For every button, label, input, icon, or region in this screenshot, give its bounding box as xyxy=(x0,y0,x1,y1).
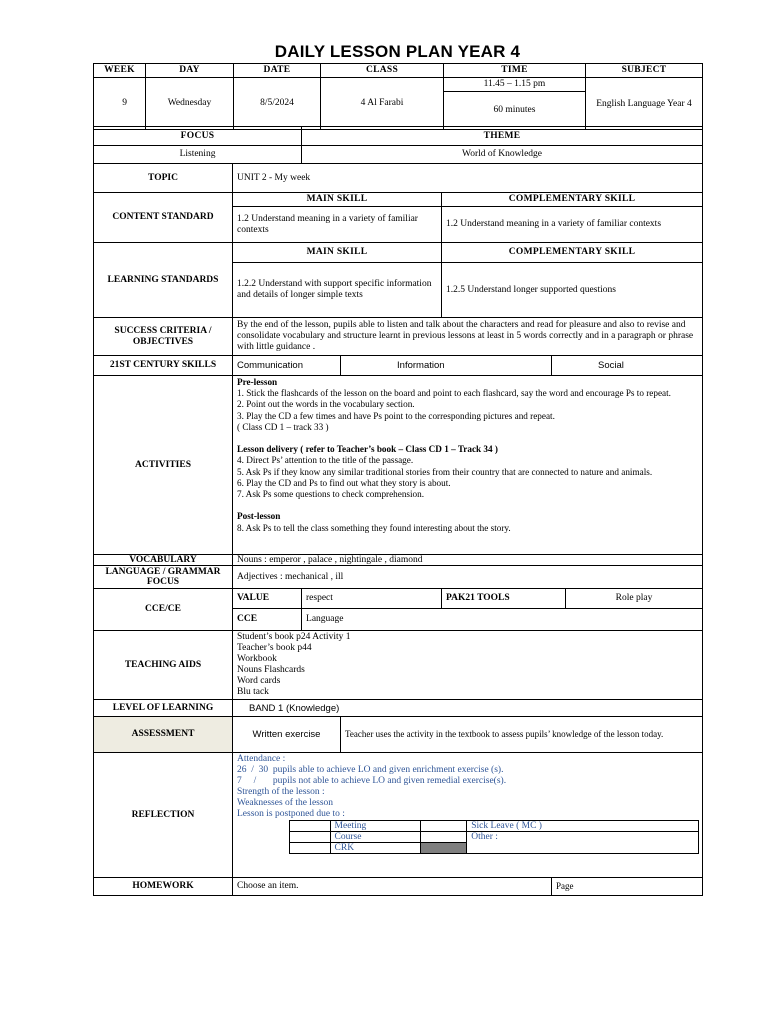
post-lesson-heading: Post-lesson xyxy=(237,511,281,522)
assessment-method: Written exercise xyxy=(233,717,341,753)
theme-value: World of Knowledge xyxy=(302,146,703,164)
grammar-label: LANGUAGE / GRAMMAR FOCUS xyxy=(94,566,233,589)
teaching-aid-item: Workbook xyxy=(237,654,277,664)
time-header: TIME xyxy=(444,64,586,78)
other-option: Other : xyxy=(467,832,699,854)
meeting-option: Meeting xyxy=(330,821,420,832)
activity-step-8: 8. Ask Ps to tell the class something they found interesting about the story. xyxy=(237,522,511,533)
focus-value: Listening xyxy=(94,146,302,164)
learning-standards-main: 1.2.2 Understand with support specific information and details of longer simple texts xyxy=(233,263,442,318)
reflection-content xyxy=(233,753,703,878)
strength-line: Strength of the lesson : xyxy=(237,787,325,797)
theme-label: THEME xyxy=(302,127,703,146)
assessment-note: Teacher uses the activity in the textbook to assess pupils’ knowledge of the lesson today. xyxy=(341,717,703,753)
content-standard-complementary: 1.2 Understand meaning in a variety of familiar contexts xyxy=(442,207,703,243)
teaching-aids-label: TEACHING AIDS xyxy=(94,631,233,700)
week-header: WEEK xyxy=(94,64,146,78)
cce-ce-label: CCE/CE xyxy=(94,589,233,631)
subject-header: SUBJECT xyxy=(586,64,703,78)
sick-leave-checkbox[interactable] xyxy=(420,821,466,832)
crk-checkbox[interactable] xyxy=(290,843,331,854)
teaching-aids-list xyxy=(233,631,703,700)
homework-value[interactable]: Choose an item. xyxy=(233,878,552,896)
weakness-line: Weaknesses of the lesson xyxy=(237,798,334,808)
attendance-line: Attendance : xyxy=(237,754,286,764)
duration-value: 60 minutes xyxy=(444,92,586,130)
skill-social: Social xyxy=(552,356,703,376)
sick-leave-option: Sick Leave ( MC ) xyxy=(467,821,699,832)
level-value: BAND 1 (Knowledge) xyxy=(233,700,703,717)
learning-standards-complementary: 1.2.5 Understand longer supported questions xyxy=(442,263,703,318)
other-checkbox[interactable] xyxy=(420,832,466,843)
success-criteria-label: SUCCESS CRITERIA / OBJECTIVES xyxy=(94,318,233,356)
vocabulary-value: Nouns : emperor , palace , nightingale , diamond xyxy=(233,555,703,566)
meeting-checkbox[interactable] xyxy=(290,821,331,832)
activity-step-4: 4. Direct Ps’ attention to the title of the passage. xyxy=(237,455,414,466)
activity-step-1: 1. Stick the flashcards of the lesson on the board and point to each flashcard, say the word and encourage Ps to repeat. xyxy=(237,388,671,399)
activities-label: ACTIVITIES xyxy=(94,376,233,555)
remedial-line: 7 / pupils not able to achieve LO and given remedial exercise(s). xyxy=(237,776,507,786)
class-value: 4 Al Farabi xyxy=(321,78,444,130)
century-skills-label: 21ST CENTURY SKILLS xyxy=(94,356,233,376)
level-label: LEVEL OF LEARNING xyxy=(94,700,233,717)
complementary-skill-header-2: COMPLEMENTARY SKILL xyxy=(442,243,703,263)
assessment-label: ASSESSMENT xyxy=(94,717,233,753)
cce-sub-value: Language xyxy=(302,609,703,631)
course-option: Course xyxy=(330,832,420,843)
value-label: VALUE xyxy=(233,589,302,609)
reflection-label: REFLECTION xyxy=(94,753,233,878)
pak21-value: Role play xyxy=(566,589,703,609)
value-value: respect xyxy=(302,589,442,609)
content-standard-main: 1.2 Understand meaning in a variety of familiar contexts xyxy=(233,207,442,243)
pre-lesson-heading: Pre-lesson xyxy=(237,377,278,387)
pak21-label: PAK21 TOOLS xyxy=(442,589,566,609)
activity-step-7: 7. Ask Ps some questions to check comprehension. xyxy=(237,489,425,500)
week-value: 9 xyxy=(94,78,146,130)
complementary-skill-header: COMPLEMENTARY SKILL xyxy=(442,193,703,207)
cce-sub-label: CCE xyxy=(233,609,302,631)
learning-standards-label: LEARNING STANDARDS xyxy=(94,243,233,318)
day-header: DAY xyxy=(146,64,234,78)
time-value: 11.45 – 1.15 pm xyxy=(444,78,586,92)
page-label: Page xyxy=(552,878,703,896)
homework-label: HOMEWORK xyxy=(94,878,233,896)
postponed-line: Lesson is postponed due to : xyxy=(237,809,345,819)
grammar-value: Adjectives : mechanical , ill xyxy=(233,566,703,589)
skill-communication: Communication xyxy=(233,356,341,376)
teaching-aid-item: Blu tack xyxy=(237,687,269,697)
date-header: DATE xyxy=(234,64,321,78)
main-skill-header: MAIN SKILL xyxy=(233,193,442,207)
activities-content xyxy=(233,376,703,555)
topic-label: TOPIC xyxy=(94,164,233,193)
teaching-aid-item: Nouns Flashcards xyxy=(237,665,305,675)
course-checkbox[interactable] xyxy=(290,832,331,843)
topic-value: UNIT 2 - My week xyxy=(233,164,703,193)
header-table xyxy=(93,63,703,130)
lesson-plan-table xyxy=(93,126,703,896)
postponed-options xyxy=(289,820,699,854)
date-value: 8/5/2024 xyxy=(234,78,321,130)
lesson-delivery-heading: Lesson delivery ( refer to Teacher’s book – Class CD 1 – Track 34 ) xyxy=(237,444,498,455)
activity-step-6: 6. Play the CD and Ps to find out what they story is about. xyxy=(237,477,451,488)
activity-step-5: 5. Ask Ps if they know any similar traditional stories from their country that are connected to nature and animals. xyxy=(237,466,653,477)
skill-information: Information xyxy=(341,356,552,376)
focus-label: FOCUS xyxy=(94,127,302,146)
achievement-line: 26 / 30 pupils able to achieve LO and given enrichment exercise (s). xyxy=(237,765,504,775)
subject-value: English Language Year 4 xyxy=(586,78,703,130)
day-value: Wednesday xyxy=(146,78,234,130)
main-skill-header-2: MAIN SKILL xyxy=(233,243,442,263)
class-header: CLASS xyxy=(321,64,444,78)
shaded-cell xyxy=(420,843,466,854)
teaching-aid-item: Word cards xyxy=(237,676,281,686)
page-title: DAILY LESSON PLAN YEAR 4 xyxy=(274,42,521,61)
content-standard-label: CONTENT STANDARD xyxy=(94,193,233,243)
crk-option: CRK xyxy=(330,843,420,854)
activity-cd-track: ( Class CD 1 – track 33 ) xyxy=(237,421,329,432)
teaching-aid-item: Teacher’s book p44 xyxy=(237,643,312,653)
activity-step-3: 3. Play the CD a few times and have Ps point to the corresponding pictures and repeat. xyxy=(237,410,555,421)
activity-step-2: 2. Point out the words in the vocabulary section. xyxy=(237,399,415,410)
success-criteria-text: By the end of the lesson, pupils able to listen and talk about the characters and read for pleasure and also to revise and consolidate vocabulary and structure learnt in previous lessons at least in 5 words correctly and in a paragraph or phrase with little guidance . xyxy=(233,318,703,356)
teaching-aid-item: Student’s book p24 Activity 1 xyxy=(237,632,351,642)
vocabulary-label: VOCABULARY xyxy=(94,555,233,566)
